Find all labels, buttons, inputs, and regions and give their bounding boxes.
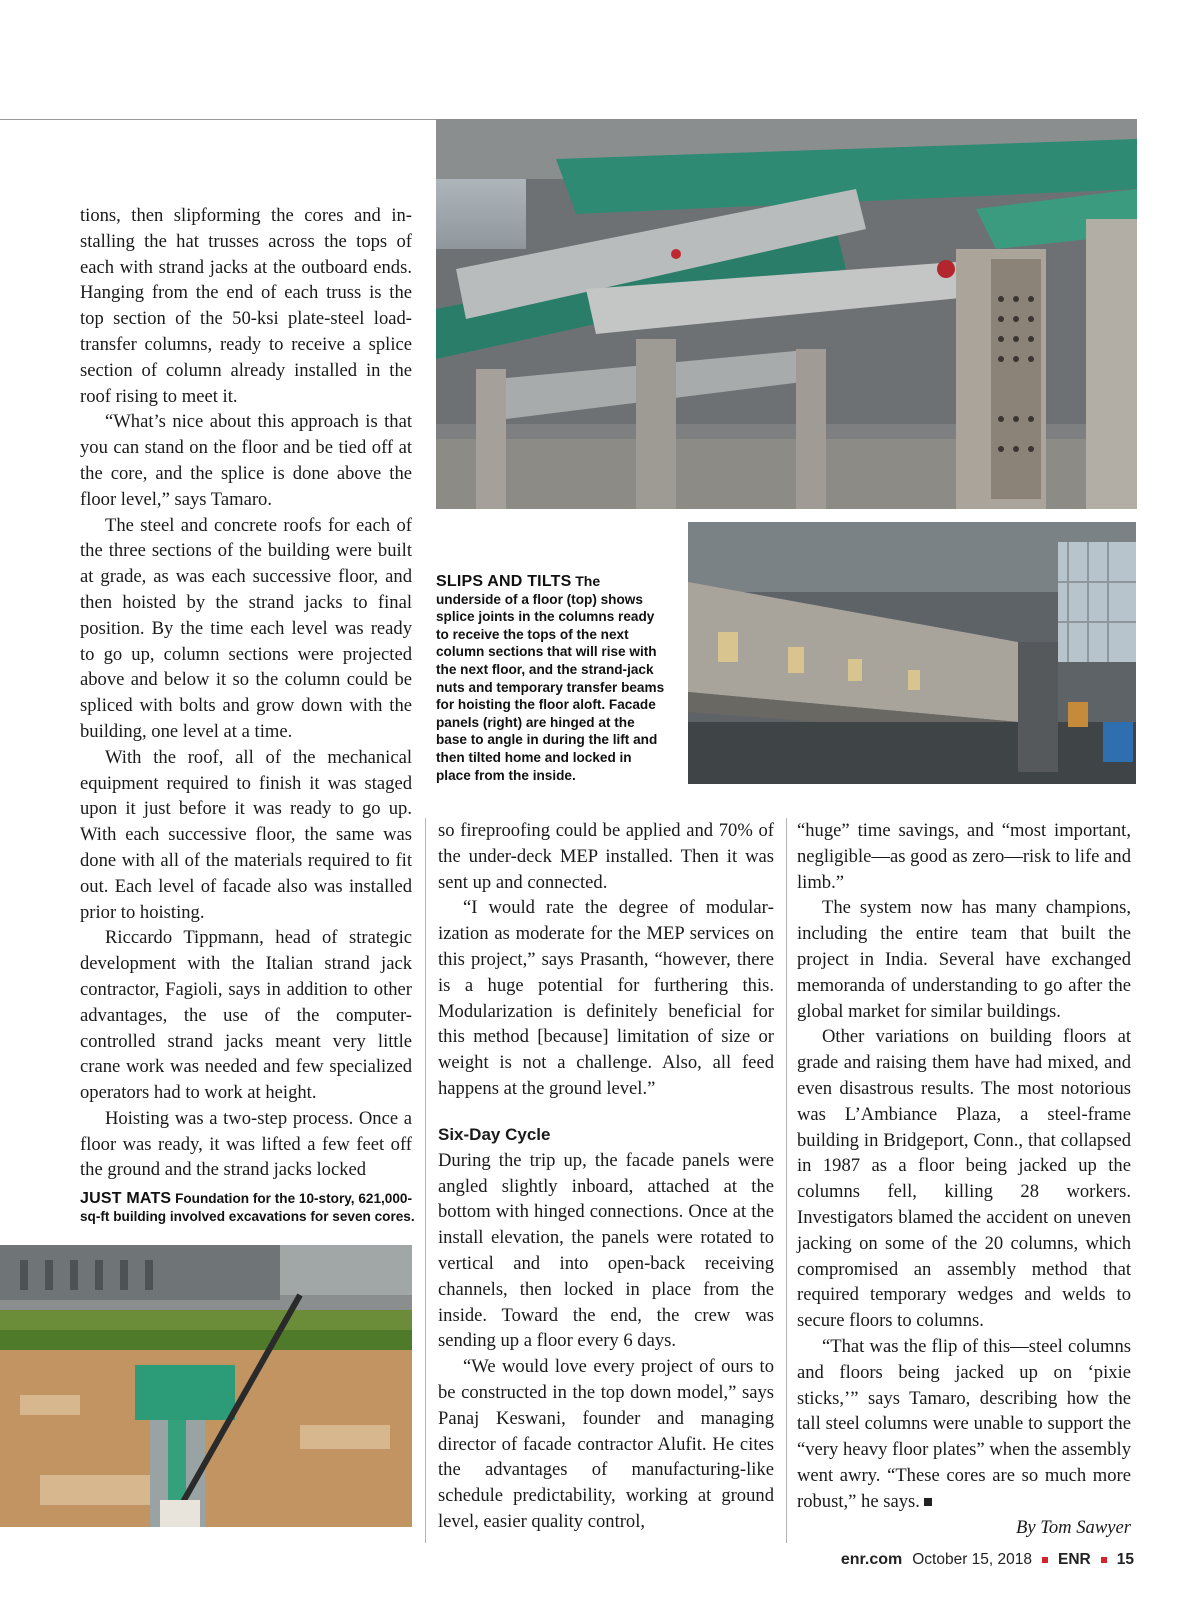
article-column-3 bbox=[797, 818, 1131, 1540]
caption-lead: SLIPS AND TILTS bbox=[436, 573, 572, 590]
paragraph: “What’s nice about this approach is that you can stand on the floor and be tied off at the core, and the splice is done above the floor level,” says Tamaro. bbox=[80, 411, 412, 510]
facade-panels-photo bbox=[688, 522, 1136, 784]
foundation-site-photo bbox=[0, 1245, 412, 1527]
caption-text: Foundation for the 10-story, 621,000-sq-ft building involved excavations for seven cores. bbox=[80, 1191, 415, 1224]
byline: By Tom Sawyer bbox=[1015, 1516, 1131, 1538]
column-divider bbox=[425, 818, 426, 1543]
page-footer bbox=[841, 1551, 1134, 1569]
paragraph: The steel and concrete roofs for each of the three sections of the building were built at grade, as was each successive floor, and then hoisted by the strand jacks to final position. By the time each level was ready to go up, column sections were projected above and below it so the column could be spliced with bolts and grow down with the building, one level at a time. bbox=[80, 514, 412, 742]
floor-underside-photo bbox=[436, 119, 1137, 509]
caption-lead-rest: The bbox=[575, 573, 601, 589]
caption-just-mats bbox=[80, 1190, 416, 1225]
caption-text: underside of a floor (top) shows splice joints in the columns ready to receive the tops of the next column sections that will rise with the next floor, and the strand-jack nuts and temporary transfer beams for hoisting the floor aloft. Facade panels (right) are hinged at the base to angle in during the lift and then tilted home and locked in place from the inside. bbox=[436, 591, 665, 783]
paragraph bbox=[797, 1334, 1131, 1515]
paragraph: “huge” time savings, and “most important, negligible—as good as zero—risk to life and limb.” bbox=[797, 820, 1131, 893]
section-subhead: Six-Day Cycle bbox=[438, 1124, 551, 1144]
top-rule bbox=[0, 119, 440, 120]
paragraph: “We would love every project of ours to be constructed in the top down model,” says Panaj Keswani, founder and managing director of facade contractor Alufit. He cites the advantages of manufacturing-like schedule predictability, working at ground level, easier quality control, bbox=[438, 1356, 774, 1532]
paragraph: During the trip up, the facade panels were angled slightly inboard, attached at the bottom with hinged connections. Once at the install elevation, the panels were rotated to vertical and into open-back receiving channels, then locked in place from the inside. Toward the end, the crew was sending up a floor every 6 days. bbox=[438, 1149, 774, 1352]
paragraph-text: “That was the flip of this—steel columns and floors being jacked up on ‘pixie sticks,’” says Tamaro, describing how the tall steel columns were unable to support the “very heavy floor plates” when the assembly went awry. “These cores are so much more robust,” he says. bbox=[797, 1335, 1131, 1512]
paragraph: Hoisting was a two-step process. Once a floor was ready, it was lifted a few feet off the ground and the strand jacks locked bbox=[80, 1107, 412, 1181]
red-square-icon bbox=[1101, 1557, 1107, 1563]
paragraph: “I would rate the degree of modularization as moderate for the MEP services on this project,” says Prasanth, “however, there is a huge potential for furthering this. Modularization is definitely beneficial for this method [because] limitation of size or weight is not a challenge. Also, all feed happens at the ground level.” bbox=[438, 897, 774, 1099]
paragraph: The system now has many champions, including the entire team that built the project in India. Several have exchanged memoranda of understanding to go after the global market for similar buildings. bbox=[797, 897, 1131, 1022]
caption-slips-and-tilts bbox=[436, 573, 666, 784]
caption-lead: JUST MATS bbox=[80, 1190, 172, 1207]
red-square-icon bbox=[1042, 1557, 1048, 1563]
paragraph: Riccardo Tippmann, head of strategic development with the Italian strand jack contractor, Fagioli, says in addition to other advantages, the use of the computer-controlled strand jacks meant very little crane work was needed and few specialized operators had to work at height. bbox=[80, 927, 412, 1104]
paragraph: Other variations on building floors at grade and raising them have had mixed, and even disastrous results. The most notorious was L’Ambiance Plaza, a steel-frame building in Bridgeport, Conn., that collapsed in 1987 as a floor being jacked up the columns fell, killing 28 workers. Investigators blamed the accident on uneven jacking on some of the 20 columns, which compromised an assembly method that required temporary wedges and welds to secure floors to columns. bbox=[797, 1026, 1131, 1332]
column-divider bbox=[786, 818, 787, 1543]
paragraph: tions, then slipforming the cores and installing the hat trusses across the tops of each with strand jacks at the outboard ends. Hanging from the end of each truss is the top section of the 50-ksi plate-steel load-transfer columns, ready to receive a splice section of column already installed in the roof rising to meet it. bbox=[80, 205, 412, 407]
footer-magazine: ENR bbox=[1058, 1551, 1091, 1568]
page-number: 15 bbox=[1116, 1551, 1134, 1568]
footer-date: October 15, 2018 bbox=[912, 1551, 1033, 1568]
article-column-2 bbox=[438, 818, 774, 1535]
article-column-1 bbox=[80, 203, 412, 1183]
paragraph: With the roof, all of the mechanical equipment required to finish it was staged upon it just before it was ready to go up. With each successive floor, the same was done with all of the materials required to fit out. Each level of facade also was installed prior to hoisting. bbox=[80, 746, 412, 923]
paragraph: so fireproofing could be applied and 70% of the under-deck MEP installed. Then it was sent up and connected. bbox=[438, 820, 774, 893]
end-mark-icon bbox=[924, 1498, 932, 1506]
footer-site: enr.com bbox=[840, 1551, 903, 1568]
